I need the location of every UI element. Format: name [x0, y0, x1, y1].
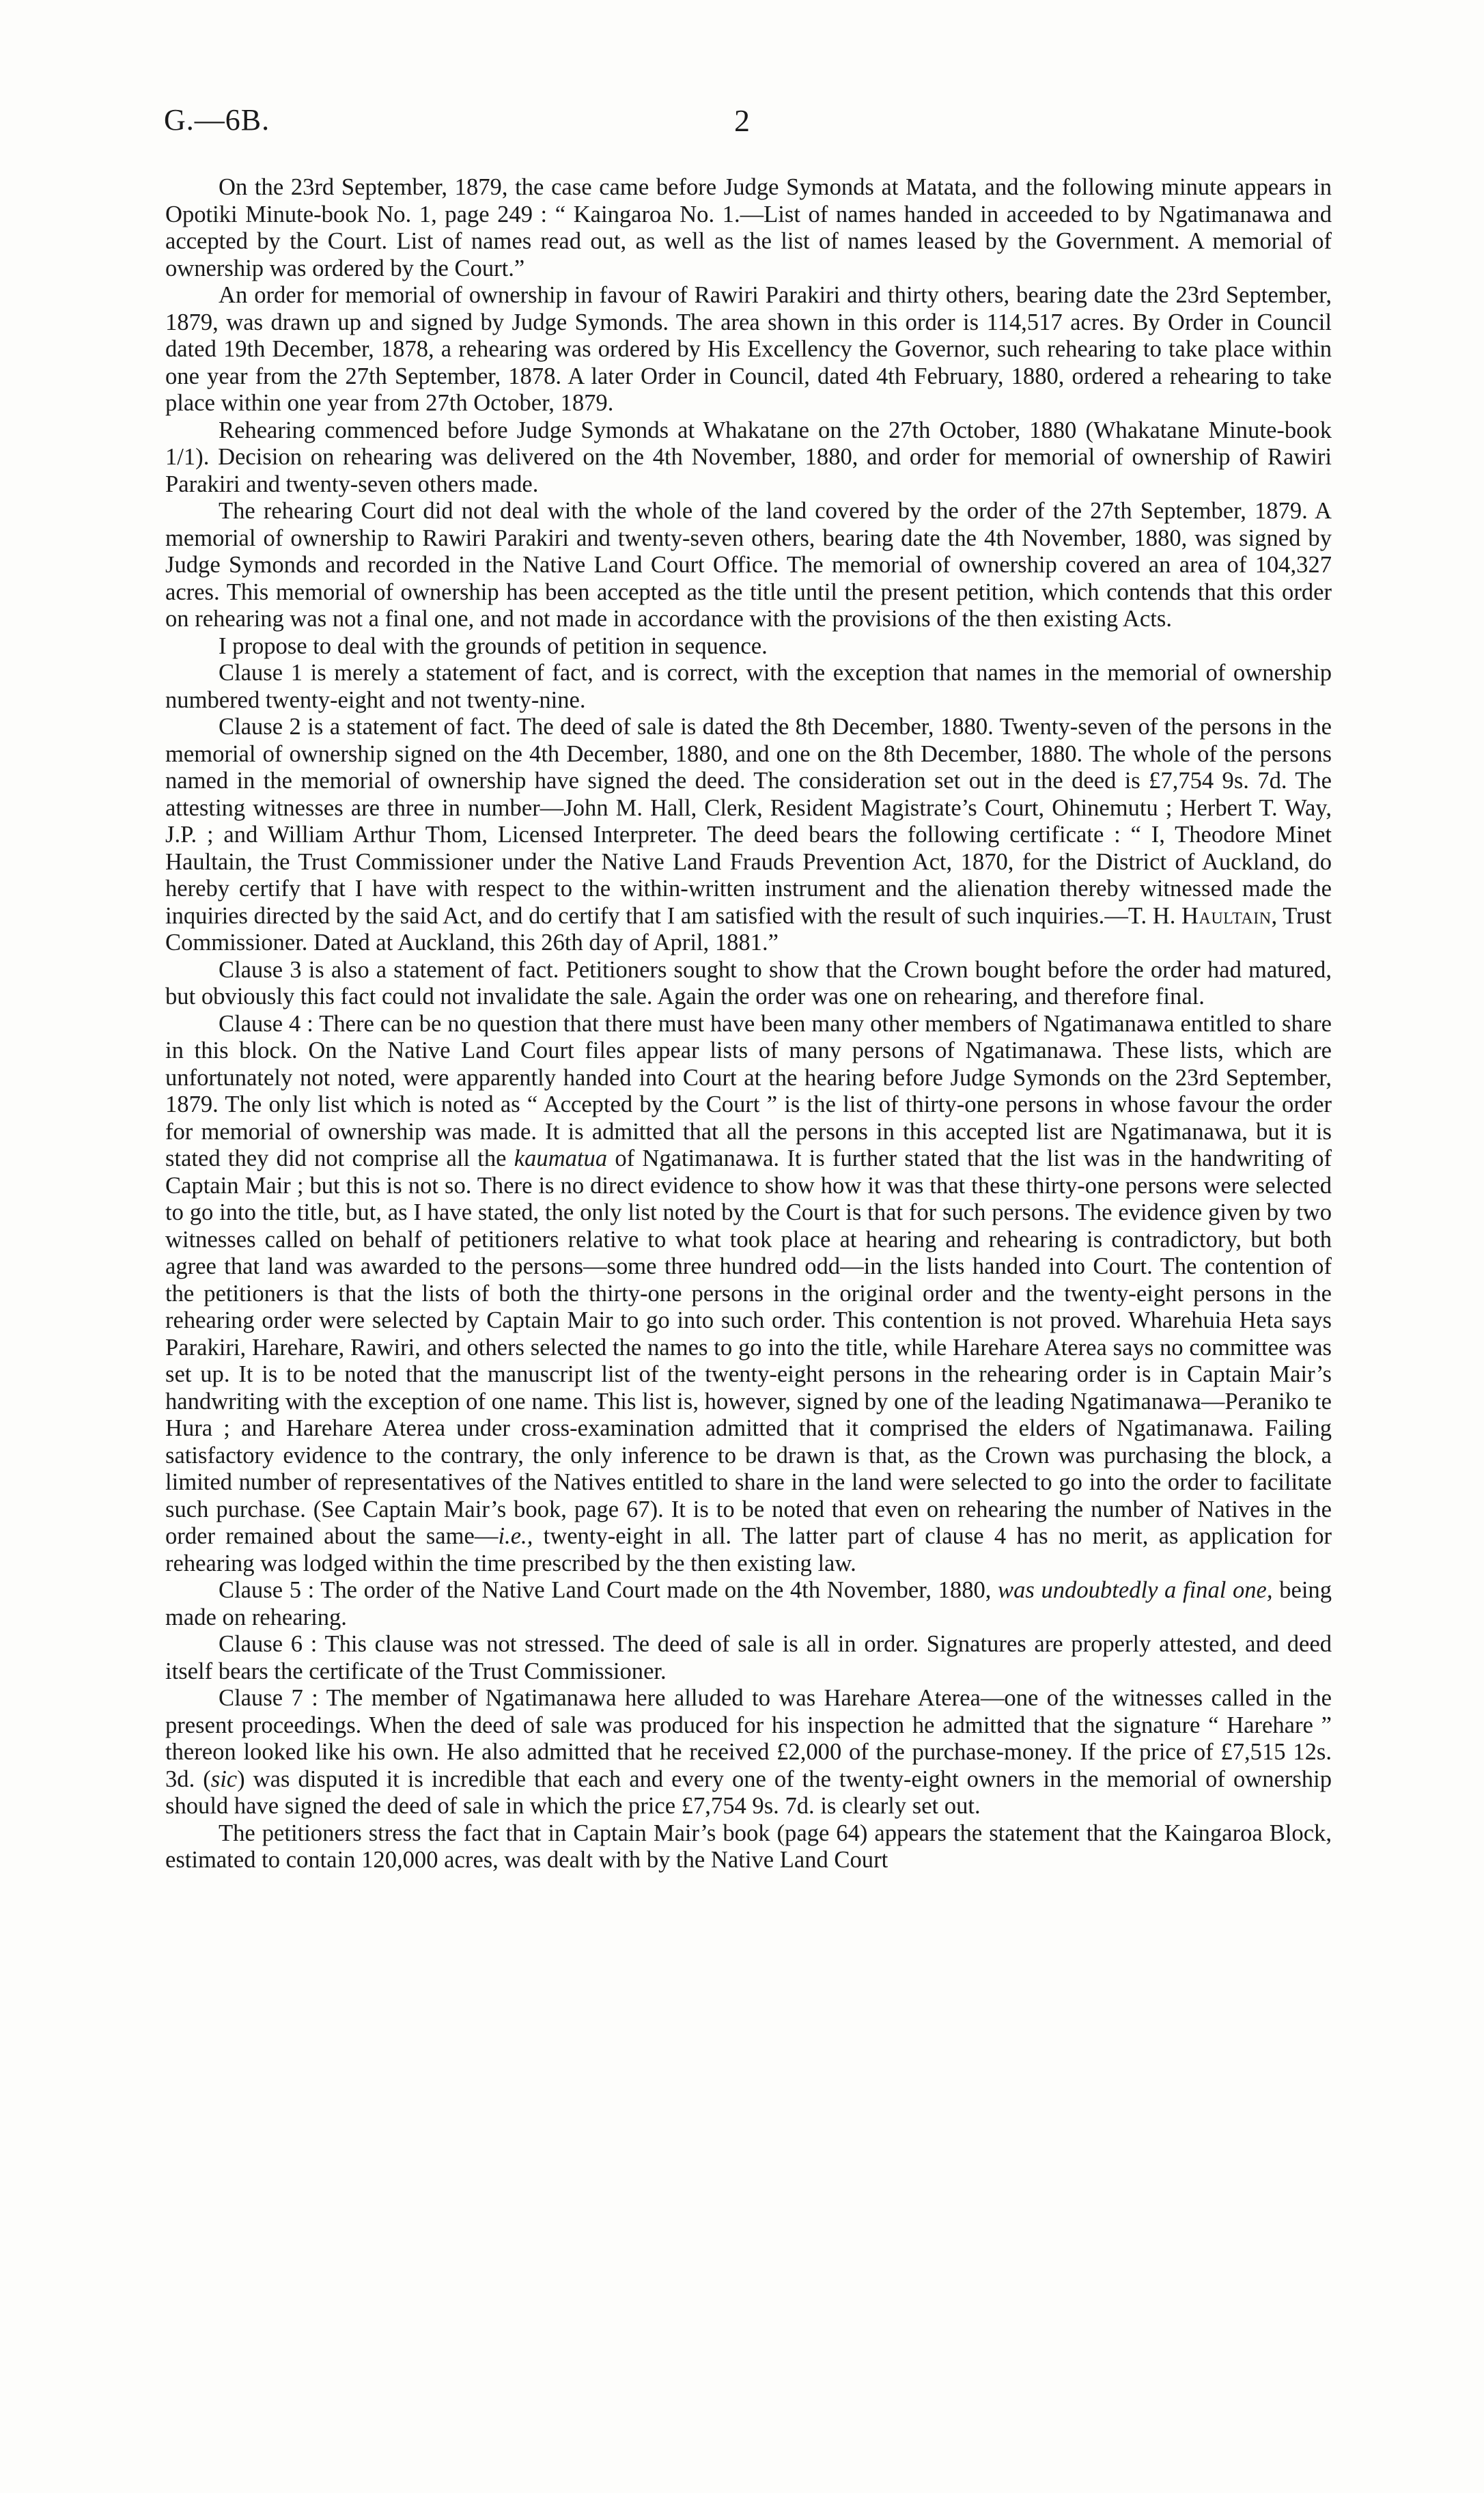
paragraph: Rehearing commenced before Judge Symonds at Whakatane on the 27th October, 1880 (Whakatane Minute-book 1/1). Decision on rehearing was delivered on the 4th November, 1880, and order for memorial of ownership of Rawiri Parakiri and twenty-seven others made. — [165, 417, 1332, 497]
text-run: Clause 2 is a statement of fact. The deed of sale is dated the 8th December, 1880. Twenty-seven of the persons in the memorial of ownership signed on the 4th December, 1880, and one on the 8th December, 1880. The whole of the persons named in the memorial of ownership have signed the deed. The consideration set out in the deed is £7,754 9s. 7d. The attesting witnesses are three in number—John M. Hall, Clerk, Resident Magistrate’s Court, Ohinemutu ; Herbert T. Way, J.P. ; and William Arthur Thom, Licensed Interpreter. The deed bears the following certificate : “ I, Theodore Minet Haultain, the Trust Commissioner under the Native Land Frauds Prevention Act, 1870, for the District of Auckland, do hereby certify that I have with respect to the within-written instrument and the alienation thereby witnessed made the inquiries directed by the said Act, and do certify that I am satisfied with the result of such inquiries.—T. H. — [165, 714, 1332, 929]
paragraph: Clause 3 is also a statement of fact. Petitioners sought to show that the Crown bought before the order had matured, but obviously this fact could not invalidate the sale. Again the order was one on rehearing, and therefore final. — [165, 956, 1332, 1009]
paragraph: Clause 6 : This clause was not stressed. The deed of sale is all in order. Signatures are properly attested, and deed itself bears the certificate of the Trust Commissioner. — [165, 1631, 1332, 1684]
page-number: 2 — [734, 103, 750, 138]
text-run: Clause 5 : The order of the Native Land Court made on the 4th November, 1880, — [219, 1577, 998, 1603]
paragraph — [165, 1577, 1332, 1631]
text-run: twenty-eight in all. The latter part of clause 4 has no merit, as application for rehearing was lodged within the time prescribed by the then existing law. — [165, 1523, 1332, 1576]
paragraph: An order for memorial of ownership in favour of Rawiri Parakiri and thirty others, bearing date the 23rd September, 1879, was drawn up and signed by Judge Symonds. The area shown in this order is 114,517 acres. By Order in Council dated 19th December, 1878, a rehearing was ordered by His Excellency the Governor, such rehearing to take place within one year from the 27th September, 1878. A later Order in Council, dated 4th February, 1880, ordered a rehearing to take place within one year from 27th October, 1879. — [165, 282, 1332, 416]
paragraph: On the 23rd September, 1879, the case came before Judge Symonds at Matata, and the following minute appears in Opotiki Minute-book No. 1, page 249 : “ Kaingaroa No. 1.—List of names handed in acceeded to by Ngatimanawa and accepted by the Court. List of names read out, as well as the list of names leased by the Government. A memorial of ownership was ordered by the Court.” — [165, 174, 1332, 281]
paragraph — [165, 1011, 1332, 1578]
paragraph: I propose to deal with the grounds of petition in sequence. — [219, 632, 768, 659]
paragraph — [165, 714, 1332, 957]
paragraph: Clause 1 is merely a statement of fact, and is correct, with the exception that names in the memorial of ownership numbered twenty-eight and not twenty-nine. — [165, 660, 1332, 713]
text-run: of Ngatimanawa. It is further stated that the list was in the handwriting of Captain Mair ; but this is not so. There is no direct evidence to show how it was that these thirty-one persons were selected to go into the title, but, as I have stated, the only list noted by the Court is that for such persons. The evidence given by two witnesses called on behalf of petitioners relative to what took place at hearing and rehearing is contradictory, but both agree that land was awarded to the persons—some three hundred odd—in the lists handed into Court. The contention of the petitioners is that the lists of both the thirty-one persons in the original order and the twenty-eight persons in the rehearing order were selected by Captain Mair to go into such order. This contention is not proved. Wharehuia Heta says Parakiri, Harehare, Rawiri, and others selected the names to go into the title, while Harehare Aterea says no committee was set up. It is to be noted that the manuscript list of the twenty-eight persons in the rehearing order is in Captain Mair’s handwriting with the exception of one name. This list is, however, signed by one of the leading Ngatimanawa—Peraniko te Hura ; and Harehare Aterea under cross-examination admitted that it comprised the elders of Ngatimanawa. Failing satisfactory evidence to the contrary, the only inference to be drawn is that, as the Crown was purchasing the block, a limited number of representatives of the Natives entitled to share in the land were selected to go into the order to facilitate such purchase. (See Captain Mair’s book, page 67). It is to be noted that even on rehearing the number of Natives in the order remained about the same— — [165, 1145, 1332, 1549]
body-text — [165, 174, 1332, 1874]
text-run: Clause 4 : There can be no question that there must have been many other members of Ngatimanawa entitled to share in this block. On the Native Land Court files appear lists of many persons of Ngatimanawa. These lists, which are unfortunately not noted, were apparently handed into Court at the hearing before Judge Symonds on the 23rd September, 1879. The only list which is noted as “ Accepted by the Court ” is the list of thirty-one persons in whose favour the order for memorial of ownership was made. It is admitted that all the persons in this accepted list are Ngatimanawa, but it is stated they did not comprise all the — [165, 1010, 1332, 1171]
text-run: , Trust Commissioner. Dated at Auckland, this 26th day of April, 1881.” — [165, 902, 1332, 956]
italic-emphasis: was undoubtedly a final one, — [998, 1577, 1273, 1603]
text-run: ) was disputed it is incredible that each and every one of the twenty-eight owners in the memorial of ownership should have signed the deed of sale in which the price £7,754 9s. 7d. is clearly set out. — [165, 1766, 1332, 1819]
page-header — [164, 102, 1320, 150]
italic-term: kaumatua — [514, 1145, 608, 1171]
italic-term: i.e., — [498, 1523, 533, 1549]
text-run: being made on rehearing. — [165, 1577, 1332, 1630]
italic-term: sic — [210, 1766, 238, 1792]
paragraph — [165, 1685, 1332, 1820]
small-caps-name: Haultain — [1181, 902, 1272, 929]
paragraph: The petitioners stress the fact that in Captain Mair’s book (page 64) appears the statement that the Kaingaroa Block, estimated to contain 120,000 acres, was dealt with by the Native Land Court — [165, 1820, 1332, 1873]
paragraph: The rehearing Court did not deal with the whole of the land covered by the order of the 27th September, 1879. A memorial of ownership to Rawiri Parakiri and twenty-seven others, bearing date the 4th November, 1880, was signed by Judge Symonds and recorded in the Native Land Court Office. The memorial of ownership covered an area of 104,327 acres. This memorial of ownership has been accepted as the title until the present petition, which contends that this order on rehearing was not a final one, and not made in accordance with the provisions of the then existing Acts. — [165, 498, 1332, 632]
text-run: Clause 7 : The member of Ngatimanawa here alluded to was Harehare Aterea—one of the witnesses called in the present proceedings. When the deed of sale was produced for his inspection he admitted that the signature “ Harehare ” thereon looked like his own. He also admitted that he received £2,000 of the purchase-money. If the price of £7,515 12s. 3d. ( — [165, 1685, 1332, 1792]
paper-reference: G.—6B. — [164, 103, 270, 137]
